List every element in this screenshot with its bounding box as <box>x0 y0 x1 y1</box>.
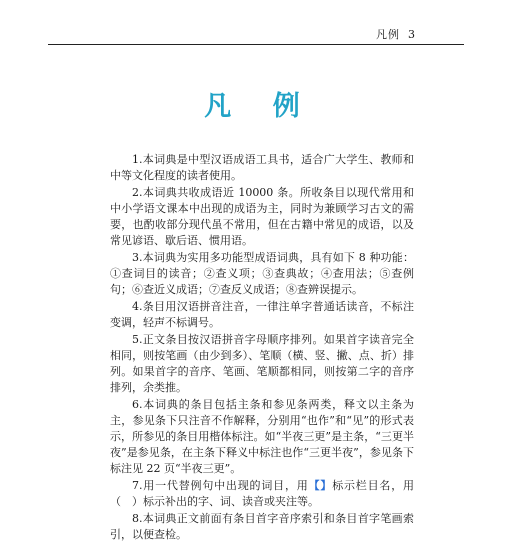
paragraph-3: 3.本词典为实用多功能型成语词典，具有如下 8 种功能：①查词目的读音；②查义项；③查典故；④查用法；⑤查例句；⑥查近义成语；⑦查反义成语；⑧查辨误提示。 <box>110 251 414 296</box>
paragraph-7-text-a: 7.用一代替例句中出现的词目，用 <box>132 479 309 492</box>
header-section-title: 凡例 <box>376 28 400 41</box>
paragraph-6: 6.本词典的条目包括主条和参见条两类，释文以主条为主，参见条下只注音不作解释，分别用“也作”和“见”的形式表示，所参见的条目用楷体标注。如“半夜三更”是主条，“三更半夜”是参见条，在主条下释义中标注也作“三更半夜”，参见条下标注见 22 页“半夜三更”。 <box>110 398 414 475</box>
header-rule <box>48 44 464 45</box>
bracket-open-symbol: 【 <box>308 479 321 492</box>
paragraph-8: 8.本词典正文前面有条目首字音序索引和条目首字笔画索引，以便查检。 <box>110 512 414 541</box>
page-number: 3 <box>408 28 416 41</box>
bracket-close-symbol: 】 <box>320 479 333 492</box>
running-header <box>376 26 416 42</box>
body-text <box>110 152 414 544</box>
paragraph-7-text-b: 标示栏目名，用（ ）标示补出的字、词、读音或夹注等。 <box>110 479 415 508</box>
paragraph-1: 1.本词典是中型汉语成语工具书，适合广大学生、教师和中等文化程度的读者使用。 <box>110 153 414 182</box>
paragraph-7 <box>110 478 414 510</box>
paragraph-2: 2.本词典共收成语近 10000 条。所收条目以现代常用和中小学语文课本中出现的成语为主，同时为兼顾学习古文的需要，也酌收部分现代虽不常用，但在古籍中常见的成语，以及常见谚语、歇后语、惯用语。 <box>110 186 414 247</box>
page-title: 凡 例 <box>204 91 316 122</box>
paragraph-5: 5.正文条目按汉语拼音字母顺序排列。如果首字读音完全相同，则按笔画（由少到多）、笔顺（横、竖、撇、点、折）排列。如果首字的音序、笔画、笔顺都相同，则按第二字的音序排列，余类推。 <box>110 333 414 394</box>
paragraph-4: 4.条目用汉语拼音注音，一律注单字普通话读音，不标注变调，轻声不标调号。 <box>110 300 414 329</box>
